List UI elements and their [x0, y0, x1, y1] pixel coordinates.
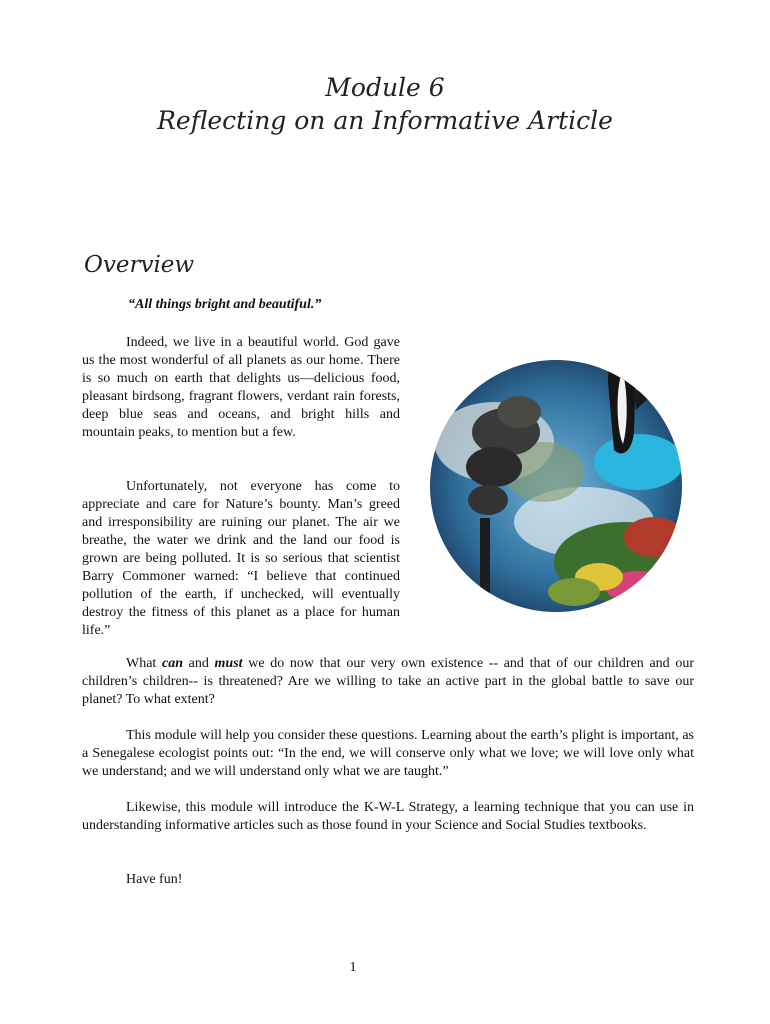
body-paragraph — [82, 655, 694, 709]
paragraph-text: we do now that our very own existence -- and that of our children and our children’s children-- is threatened? Are we willing to take an active part in the global battle to save our planet? To what extent? — [82, 656, 694, 707]
body-paragraph — [82, 799, 694, 835]
emphasis-must: must — [214, 656, 243, 671]
body-paragraph — [82, 334, 400, 442]
module-title: Reflecting on an Informative Article — [157, 106, 613, 135]
module-number-title: Module 6 — [325, 73, 445, 102]
paragraph-text: Likewise, this module will introduce the K-W-L Strategy, a learning technique that you can use in understanding informative articles such as those found in your Science and Social Studies textbooks. — [82, 800, 694, 833]
paragraph-text: and — [182, 656, 215, 671]
epigraph-quote: “All things bright and beautiful.” — [128, 297, 322, 312]
body-paragraph — [82, 871, 694, 889]
paragraph-text: Unfortunately, not everyone has come to appreciate and care for Nature’s bounty. Man’s greed and irresponsibility are ruining our planet. The air we breathe, the water we drink and the land our food is grown are being polluted. It is so serious that scientist Barry Commoner warned: “I believe that continued pollution of the earth, if unchecked, will eventually destroy the fitness of this planet as a place for human life.” — [82, 479, 400, 638]
paragraph-text: What — [126, 656, 162, 671]
overview-heading: Overview — [84, 252, 195, 278]
body-paragraph — [82, 478, 400, 640]
paragraph-text: This module will help you consider these questions. Learning about the earth’s plight is important, as a Senegalese ecologist points out: “In the end, we will conserve only what we love; we will love only what we understand; and we will understand only what we are taught.” — [82, 728, 694, 779]
emphasis-can: can — [161, 656, 183, 671]
paragraph-text: Have fun! — [126, 872, 183, 887]
page-number: 1 — [349, 960, 357, 975]
paragraph-text: Indeed, we live in a beautiful world. God gave us the most wonderful of all planets as our home. There is so much on earth that delights us—delicious food, pleasant birdsong, fragrant flowers, verdant rain forests, deep blue seas and oceans, and bright hills and mountain peaks, to mention but a few. — [82, 335, 400, 440]
body-paragraph — [82, 727, 694, 781]
earth-collage-icon — [424, 322, 692, 614]
